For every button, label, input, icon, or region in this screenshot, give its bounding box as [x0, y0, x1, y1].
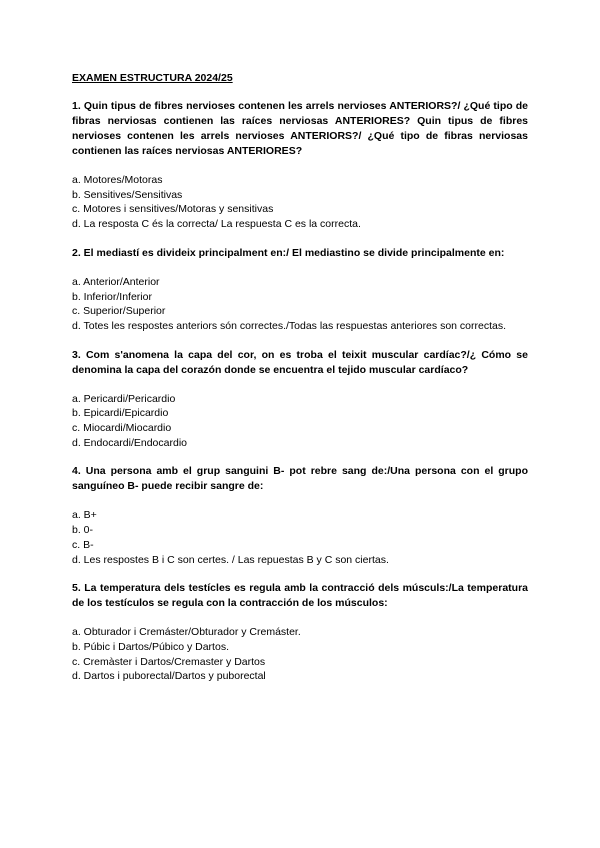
exam-document	[72, 71, 528, 698]
question-3-option-d: d. Endocardi/Endocardio	[72, 436, 187, 449]
question-1-text: 1. Quin tipus de fibres nervioses contenen les arrels nervioses ANTERIORS?/ ¿Qué tipo de fibras nerviosas contienen las raíces nerviosas ANTERIORES? Quin tipus de fibres nervioses contenen les arrels nervioses ANTERIORS?/ ¿Qué tipo de fibras nerviosas contienen las raíces nerviosas ANTERIORES?	[72, 100, 528, 157]
question-5-option-d: d. Dartos i puborectal/Dartos y puborectal	[72, 670, 266, 683]
question-4-option-a: a. B+	[72, 509, 97, 522]
question-3-options	[72, 392, 528, 451]
question-4-text: 4. Una persona amb el grup sanguini B- pot rebre sang de:/Una persona con el grupo sanguíneo B- puede recibir sangre de:	[72, 465, 528, 493]
question-3	[72, 348, 528, 451]
question-1-option-d: d. La resposta C és la correcta/ La respuesta C es la correcta.	[72, 218, 361, 231]
question-1-option-a: a. Motores/Motoras	[72, 174, 163, 186]
exam-title: EXAMEN ESTRUCTURA 2024/25	[72, 72, 233, 84]
question-5	[72, 581, 528, 684]
question-2-options	[72, 275, 528, 334]
question-5-option-b: b. Púbic i Dartos/Púbico y Dartos.	[72, 640, 229, 653]
question-2-text: 2. El mediastí es divideix principalment en:/ El mediastino se divide principalmente en:	[72, 246, 505, 259]
question-4	[72, 464, 528, 567]
question-1-options	[72, 173, 528, 232]
question-2-option-a: a. Anterior/Anterior	[72, 275, 160, 288]
question-1	[72, 99, 528, 232]
question-1-option-c: c. Motores i sensitives/Motoras y sensitivas	[72, 203, 274, 216]
question-2-option-d: d. Totes les respostes anteriors són correctes./Todas las respuestas anteriores son correctas.	[72, 319, 507, 332]
question-4-option-b: b. 0-	[72, 524, 94, 537]
question-4-option-d: d. Les respostes B i C son certes. / Las repuestas B y C son ciertas.	[72, 553, 389, 566]
question-5-options	[72, 625, 528, 684]
question-5-option-c: c. Cremàster i Dartos/Cremaster y Dartos	[72, 655, 266, 668]
question-2-option-b: b. Inferior/Inferior	[72, 290, 152, 303]
question-2-option-c: c. Superior/Superior	[72, 305, 166, 318]
question-3-option-c: c. Miocardi/Miocardio	[72, 422, 172, 435]
question-5-option-a: a. Obturador i Cremáster/Obturador y Cremáster.	[72, 626, 301, 639]
question-1-option-b: b. Sensitives/Sensitivas	[72, 188, 183, 201]
question-3-option-a: a. Pericardi/Pericardio	[72, 392, 176, 405]
question-3-text: 3. Com s'anomena la capa del cor, on es troba el teixit muscular cardíac?/¿ Cómo se denomina la capa del corazón donde se encuentra el tejido muscular cardíaco?	[72, 348, 528, 376]
question-4-option-c: c. B-	[72, 538, 94, 551]
question-3-option-b: b. Epicardi/Epicardio	[72, 407, 169, 420]
question-4-options	[72, 508, 528, 567]
question-2	[72, 246, 528, 334]
question-5-text: 5. La temperatura dels testícles es regula amb la contracció dels músculs:/La temperatura de los testículos se regula con la contracción de los músculos:	[72, 582, 528, 610]
